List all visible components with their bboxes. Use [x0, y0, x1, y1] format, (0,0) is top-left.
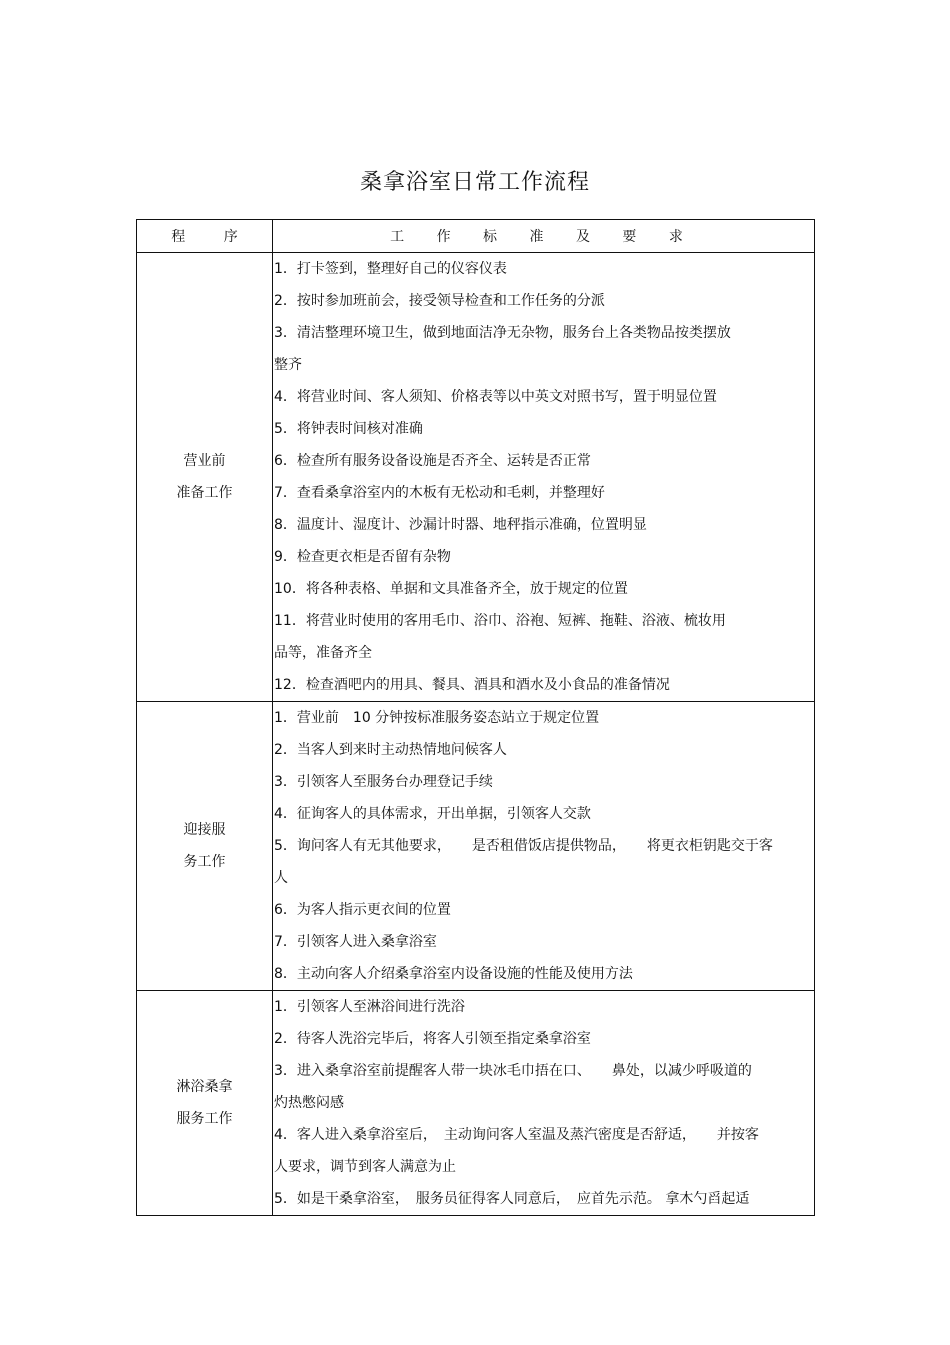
requirement-line: 7．查看桑拿浴室内的木板有无松动和毛刺，并整理好 [274, 485, 605, 501]
requirement-line: 4．客人进入桑拿浴室后， 主动询问客人室温及蒸汽密度是否舒适， 并按客 [274, 1127, 759, 1143]
procedure-name-line: 服务工作 [176, 1111, 233, 1127]
requirement-line: 2．待客人洗浴完毕后，将客人引领至指定桑拿浴室 [274, 1031, 591, 1047]
requirement-line: 2．按时参加班前会，接受领导检查和工作任务的分派 [274, 293, 605, 309]
procedure-name-line: 务工作 [183, 854, 226, 870]
requirement-line: 8．主动向客人介绍桑拿浴室内设备设施的性能及使用方法 [274, 966, 633, 982]
requirement-line: 8．温度计、湿度计、沙漏计时器、地秤指示准确，位置明显 [274, 517, 647, 533]
requirement-line: 3．进入桑拿浴室前提醒客人带一块冰毛巾捂在口、 鼻处，以减少呼吸道的 [274, 1063, 752, 1079]
requirement-line: 3．引领客人至服务台办理登记手续 [274, 774, 493, 790]
requirement-line: 4．将营业时间、客人须知、价格表等以中英文对照书写，置于明显位置 [274, 389, 717, 405]
requirements-reception [273, 702, 815, 991]
procedure-name-line: 营业前 [183, 453, 226, 469]
procedure-name-reception [137, 702, 273, 991]
requirements-sauna-service [273, 991, 815, 1216]
requirement-line: 人要求，调节到客人满意为止 [274, 1159, 456, 1175]
requirement-line: 1．营业前 10 分钟按标准服务姿态站立于规定位置 [274, 710, 600, 726]
procedure-name-preparation [137, 253, 273, 702]
requirement-line: 6．为客人指示更衣间的位置 [274, 902, 451, 918]
requirements-preparation [273, 253, 815, 702]
procedure-name-sauna-service [137, 991, 273, 1216]
requirement-line: 12．检查酒吧内的用具、餐具、酒具和酒水及小食品的准备情况 [274, 677, 670, 693]
section-row-reception [137, 702, 815, 991]
requirement-line: 7．引领客人进入桑拿浴室 [274, 934, 437, 950]
requirement-line: 5．询问客人有无其他要求， 是否租借饭店提供物品， 将更衣柜钥匙交于客 [274, 838, 773, 854]
section-row-sauna-service [137, 991, 815, 1216]
requirement-line: 9．检查更衣柜是否留有杂物 [274, 549, 451, 565]
procedure-name-line: 迎接服 [183, 822, 226, 838]
header-procedure: 程 序 [137, 220, 273, 253]
workflow-table [136, 219, 815, 1216]
requirement-line: 灼热憋闷感 [274, 1095, 344, 1111]
requirement-line: 5．如是干桑拿浴室， 服务员征得客人同意后， 应首先示范。 拿木勺舀起适 [274, 1191, 750, 1207]
table-header-row [137, 220, 815, 253]
requirement-line: 2．当客人到来时主动热情地问候客人 [274, 742, 507, 758]
procedure-name-line: 淋浴桑拿 [176, 1079, 233, 1095]
requirement-line: 1．引领客人至淋浴间进行洗浴 [274, 999, 465, 1015]
requirement-line: 5．将钟表时间核对准确 [274, 421, 423, 437]
procedure-name-line: 准备工作 [176, 485, 233, 501]
requirement-line: 品等，准备齐全 [274, 645, 372, 661]
requirement-line: 11．将营业时使用的客用毛巾、浴巾、浴袍、短裤、拖鞋、浴液、梳妆用 [274, 613, 726, 629]
requirement-line: 4．征询客人的具体需求，开出单据，引领客人交款 [274, 806, 591, 822]
requirement-line: 人 [274, 870, 288, 886]
requirement-line: 1．打卡签到，整理好自己的仪容仪表 [274, 261, 507, 277]
requirement-line: 3．清洁整理环境卫生，做到地面洁净无杂物，服务台上各类物品按类摆放 [274, 325, 731, 341]
requirement-line: 10．将各种表格、单据和文具准备齐全，放于规定的位置 [274, 581, 628, 597]
section-row-preparation [137, 253, 815, 702]
requirement-line: 整齐 [274, 357, 302, 373]
header-requirements: 工 作 标 准 及 要 求 [273, 220, 815, 253]
page-title: 桑拿浴室日常工作流程 [359, 170, 590, 195]
requirement-line: 6．检查所有服务设备设施是否齐全、运转是否正常 [274, 453, 591, 469]
